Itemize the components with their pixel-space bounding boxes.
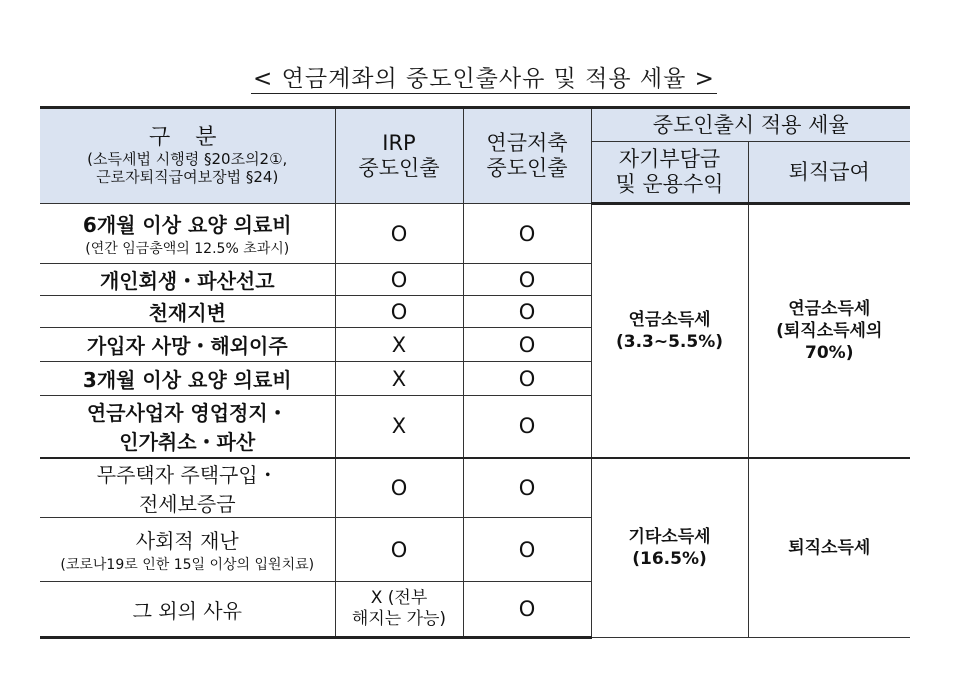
- row-label: 연금사업자 영업정지・ 인가취소・파산: [40, 396, 335, 458]
- row-label: 가입자 사망・해외이주: [40, 328, 335, 362]
- row-label: 그 외의 사유: [40, 582, 335, 638]
- tax-other-income: 기타소득세 (16.5%): [591, 458, 748, 638]
- savings-mark: O: [463, 518, 591, 582]
- tax-pension-income-retirement: 연금소득세 (퇴직소득세의 70%): [748, 204, 910, 458]
- row-label: 천재지변: [40, 296, 335, 328]
- irp-mark: X: [335, 362, 463, 396]
- table-row: [40, 204, 910, 264]
- savings-mark: O: [463, 296, 591, 328]
- header-tax-group: 중도인출시 적용 세율: [591, 108, 910, 142]
- header-irp: IRP 중도인출: [335, 108, 463, 204]
- savings-mark: O: [463, 204, 591, 264]
- irp-mark: O: [335, 518, 463, 582]
- row-label: 6개월 이상 요양 의료비 (연간 임금총액의 12.5% 초과시): [40, 204, 335, 264]
- savings-mark: O: [463, 582, 591, 638]
- savings-mark: O: [463, 396, 591, 458]
- irp-mark: O: [335, 458, 463, 518]
- irp-mark: X: [335, 396, 463, 458]
- row-label: 개인회생・파산선고: [40, 264, 335, 296]
- header-pension-savings: 연금저축 중도인출: [463, 108, 591, 204]
- irp-mark: X (전부 해지는 가능): [335, 582, 463, 638]
- savings-mark: O: [463, 264, 591, 296]
- tax-retirement-income: 퇴직소득세: [748, 458, 910, 638]
- savings-mark: O: [463, 458, 591, 518]
- table-row: [40, 458, 910, 518]
- row-label: 무주택자 주택구입・ 전세보증금: [40, 458, 335, 518]
- withdrawal-tax-table: [40, 106, 910, 639]
- header-self-contribution: 자기부담금 및 운용수익: [591, 142, 748, 204]
- row-label: 사회적 재난 (코로나19로 인한 15일 이상의 입원치료): [40, 518, 335, 582]
- savings-mark: O: [463, 328, 591, 362]
- page-title: < 연금계좌의 중도인출사유 및 적용 세율 >: [253, 66, 715, 92]
- tax-pension-income: 연금소득세 (3.3~5.5%): [591, 204, 748, 458]
- irp-mark: O: [335, 204, 463, 264]
- header-category: 구 분 (소득세법 시행령 §20조의2①, 근로자퇴직급여보장법 §24): [40, 108, 335, 204]
- irp-mark: X: [335, 328, 463, 362]
- savings-mark: O: [463, 362, 591, 396]
- header-retirement-benefit: 퇴직급여: [748, 142, 910, 204]
- irp-mark: O: [335, 264, 463, 296]
- row-label: 3개월 이상 요양 의료비: [40, 362, 335, 396]
- irp-mark: O: [335, 296, 463, 328]
